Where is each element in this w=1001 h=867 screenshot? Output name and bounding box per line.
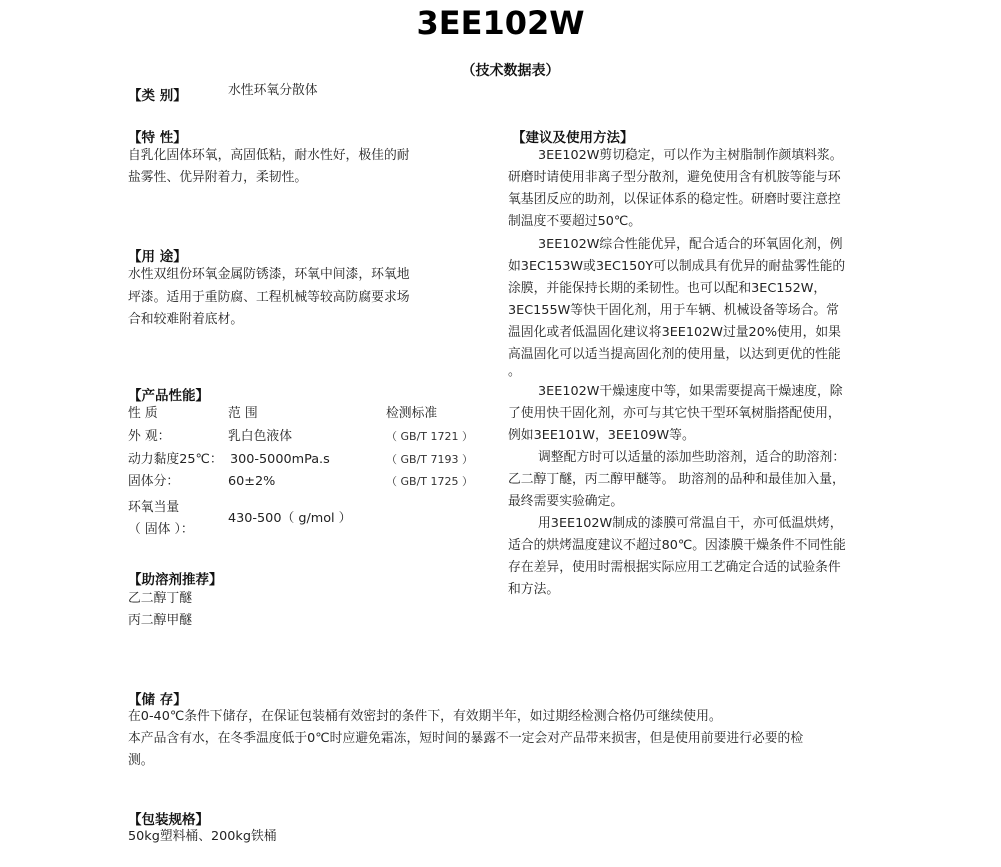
usage-line: 适合的烘烤温度建议不超过80℃。因漆膜干燥条件不同性能: [508, 538, 846, 553]
row-range: 300-5000mPa.s: [230, 452, 330, 467]
category-heading: 【类 别】: [128, 88, 187, 104]
row-range: 60±2%: [228, 474, 276, 489]
uses-line: 坪漆。适用于重防腐、工程机械等较高防腐要求场: [128, 290, 410, 305]
usage-line: 3EE102W干燥速度中等，如果需要提高干燥速度，除: [538, 384, 843, 399]
row-standard: （ GB/T 1725 ）: [386, 475, 473, 488]
packaging-heading: 【包装规格】: [128, 812, 209, 828]
usage-line: 温固化或者低温固化建议将3EE102W过量20%使用，如果: [508, 325, 841, 340]
usage-line: 了使用快干固化剂，亦可与其它快干型环氧树脂搭配使用，: [508, 406, 841, 421]
usage-line: 3EE102W剪切稳定，可以作为主树脂制作颜填料浆。: [538, 148, 843, 163]
usage-line: 如3EC153W或3EC150Y可以制成具有优异的耐盐雾性能的: [508, 259, 846, 274]
usage-line: 例如3EE101W，3EE109W等。: [508, 428, 695, 443]
row-standard: （ GB/T 1721 ）: [386, 430, 473, 443]
row-property: 固体分：: [128, 474, 180, 489]
row-range: 430-500（ g/mol ）: [228, 511, 352, 526]
features-line: 自乳化固体环氧，高固低粘，耐水性好，极佳的耐: [128, 148, 410, 163]
packaging-value: 50kg塑料桶、200kg铁桶: [128, 829, 277, 844]
usage-line: 最终需要实验确定。: [508, 494, 624, 509]
cosolvent-item: 丙二醇甲醚: [128, 613, 192, 628]
column-header-standard: 检测标准: [386, 406, 438, 421]
row-range: 乳白色液体: [228, 429, 292, 444]
column-header-property: 性 质: [128, 406, 158, 421]
document-subtitle: （技术数据表）: [461, 63, 560, 79]
row-property: （ 固体 ）：: [128, 522, 194, 537]
document-title: 3EE102W: [416, 4, 585, 42]
features-line: 盐雾性、优异附着力，柔韧性。: [128, 170, 308, 185]
usage-line: 存在差异，使用时需根据实际应用工艺确定合适的试验条件: [508, 560, 841, 575]
uses-line: 水性双组份环氧金属防锈漆，环氧中间漆，环氧地: [128, 267, 410, 282]
usage-line: 制温度不要超过50℃。: [508, 214, 642, 229]
row-standard: （ GB/T 7193 ）: [386, 453, 473, 466]
storage-line: 本产品含有水，在冬季温度低于0℃时应避免霜冻，短时间的暴露不一定会对产品带来损害，但是使用前要进行必要的检: [128, 731, 804, 746]
usage-line: 用3EE102W制成的漆膜可常温自干，亦可低温烘烤，: [538, 516, 843, 531]
category-value: 水性环氧分散体: [228, 83, 318, 98]
storage-line: 测。: [128, 753, 154, 768]
row-property: 外 观：: [128, 429, 171, 444]
usage-line: 研磨时请使用非离子型分散剂，避免使用含有机胺等能与环: [508, 170, 841, 185]
row-property: 动力黏度25℃：: [128, 452, 223, 467]
uses-line: 合和较难附着底材。: [128, 312, 244, 327]
usage-line: 调整配方时可以适量的添加些助溶剂，适合的助溶剂：: [538, 450, 846, 465]
cosolvent-item: 乙二醇丁醚: [128, 591, 192, 606]
usage-line: 3EC155W等快干固化剂，用于车辆、机械设备等场合。常: [508, 303, 839, 318]
usage-heading: 【建议及使用方法】: [512, 130, 634, 146]
usage-line: 乙二醇丁醚，丙二醇甲醚等。 助溶剂的品种和最佳加入量，: [508, 472, 845, 487]
cosolvents-heading: 【助溶剂推荐】: [128, 572, 223, 588]
performance-heading: 【产品性能】: [128, 388, 209, 404]
storage-heading: 【储 存】: [128, 692, 187, 708]
usage-line: 氧基团反应的助剂，以保证体系的稳定性。研磨时要注意控: [508, 192, 841, 207]
usage-line: 3EE102W综合性能优异，配合适合的环氧固化剂，例: [538, 237, 843, 252]
features-heading: 【特 性】: [128, 130, 187, 146]
usage-line: 和方法。: [508, 582, 560, 597]
uses-heading: 【用 途】: [128, 249, 187, 265]
row-property: 环氧当量: [128, 500, 180, 515]
usage-line: 高温固化可以适当提高固化剂的使用量，以达到更优的性能: [508, 347, 841, 362]
usage-line: 涂膜，并能保持长期的柔韧性。也可以配和3EC152W，: [508, 281, 827, 296]
storage-line: 在0-40℃条件下储存，在保证包装桶有效密封的条件下，有效期半年，如过期经检测合格仍可继续使用。: [128, 709, 722, 724]
usage-line: 。: [508, 364, 521, 379]
column-header-range: 范 围: [228, 406, 258, 421]
